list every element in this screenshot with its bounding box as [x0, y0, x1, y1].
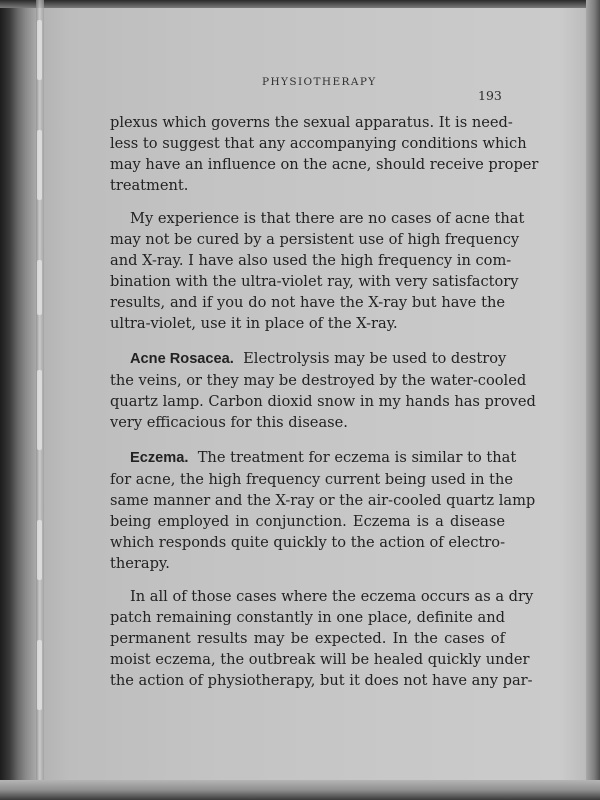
text-line: My experience is that there are no cases of acne that	[130, 210, 525, 227]
text-line: patch remaining constantly in one place, definite and	[110, 609, 505, 626]
text-line: very efficacious for this disease.	[110, 414, 348, 431]
page-top-shadow	[0, 0, 600, 8]
paragraph	[110, 208, 525, 334]
text-line: results, and if you do not have the X-ray but have the	[110, 294, 505, 311]
text-line: may not be cured by a persistent use of high frequency	[110, 231, 520, 248]
binding-thread	[37, 370, 42, 450]
text-line: plexus which governs the sexual apparatus. It is need-	[110, 114, 513, 131]
text-line: less to suggest that any accompanying conditions which	[110, 135, 527, 152]
binding-thread	[37, 640, 42, 710]
binding-thread	[37, 130, 42, 200]
text-line: same manner and the X-ray or the air-cooled quartz lamp	[110, 492, 536, 509]
text-line: bination with the ultra-violet ray, with very satisfactory	[110, 273, 519, 290]
text-line: moist eczema, the outbreak will be healed quickly under	[110, 651, 530, 668]
paragraph	[110, 586, 534, 691]
text-line: treatment.	[110, 177, 189, 194]
book-cover-edge	[586, 0, 600, 800]
section-heading: Eczema.	[130, 450, 189, 466]
text-line: ultra-violet, use it in place of the X-ray.	[110, 315, 398, 332]
text-line: for acne, the high frequency current being used in the	[110, 471, 514, 488]
text-line	[110, 447, 517, 469]
text-run: Electrolysis may be used to destroy	[243, 350, 507, 367]
text-line: the veins, or they may be destroyed by the water-cooled	[110, 372, 527, 389]
binding-thread	[37, 20, 42, 80]
text-line: quartz lamp. Carbon dioxid snow in my hands has proved	[110, 393, 536, 410]
text-line: which responds quite quickly to the action of electro-	[110, 534, 505, 551]
section-heading: Acne Rosacea.	[130, 351, 234, 367]
paragraph	[110, 447, 536, 574]
body-text	[110, 112, 539, 691]
text-line: may have an influence on the acne, should receive proper	[110, 156, 539, 173]
binding-thread	[37, 520, 42, 580]
text-line	[110, 348, 505, 370]
text-line: the action of physiotherapy, but it does not have any par-	[110, 672, 533, 689]
paragraph	[110, 112, 539, 196]
text-line: and X-ray. I have also used the high frequency in com-	[110, 252, 512, 269]
text-line: In all of those cases where the eczema occurs as a dry	[130, 588, 534, 605]
paragraph	[110, 348, 536, 433]
running-head: PHYSIOTHERAPY	[262, 76, 377, 88]
text-line: being employed in conjunction. Eczema is a disease	[110, 513, 505, 530]
binding-thread	[37, 260, 42, 315]
text-run: The treatment for eczema is similar to that	[197, 449, 517, 466]
page-bottom-edge	[0, 780, 600, 800]
text-line: therapy.	[110, 555, 170, 572]
page-number: 193	[478, 88, 502, 103]
text-line: permanent results may be expected. In the cases of	[110, 630, 505, 647]
